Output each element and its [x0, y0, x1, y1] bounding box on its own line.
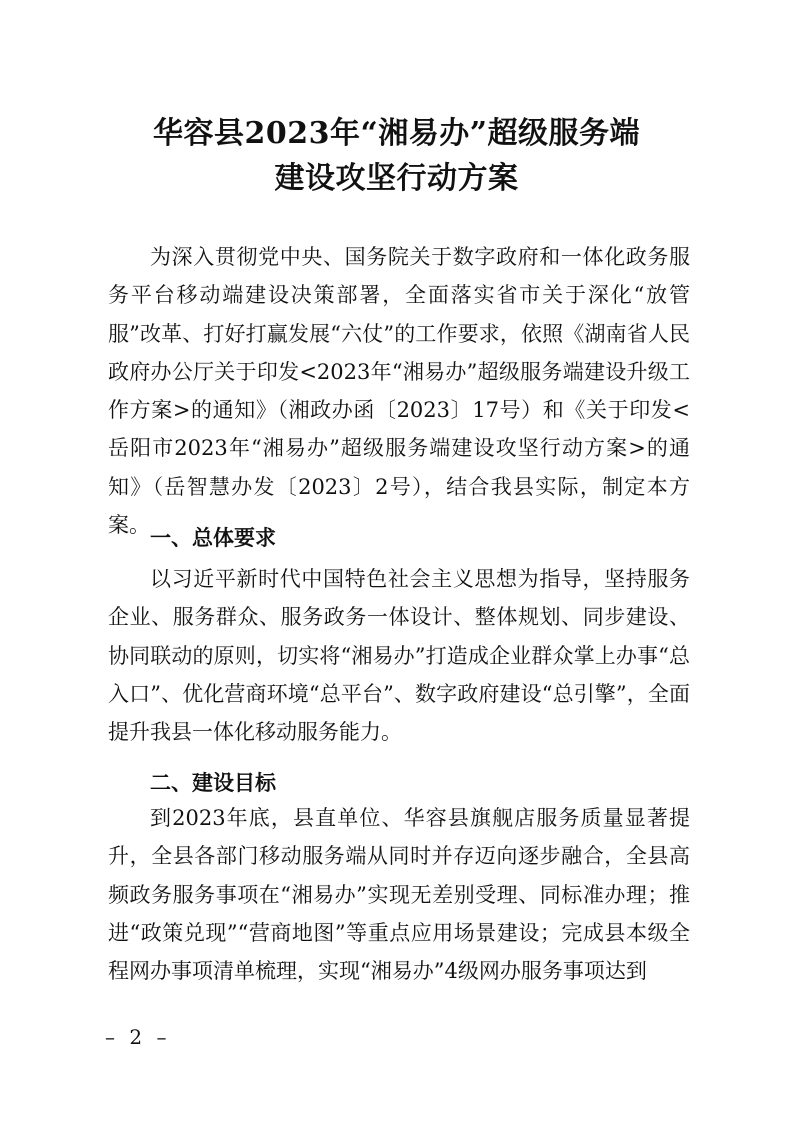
- section1-paragraph: 以习近平新时代中国特色社会主义思想为指导，坚持服务企业、服务群众、服务政务一体设计、整体规划、同步建设、协同联动的原则，切实将“湘易办”打造成企业群众掌上办事“总入口”、优化营商环境“总平台”、数字政府建设“总引擎”，全面提升我县一体化移动服务能力。: [108, 567, 690, 745]
- section-heading-construction-goals: 二、建设目标: [150, 771, 276, 795]
- section-heading-general-requirements: 一、总体要求: [150, 526, 276, 550]
- section2-paragraph-block: [108, 799, 690, 990]
- section2-paragraph: 到2023年底，县直单位、华容县旗舰店服务质量显著提升，全县各部门移动服务端从同时并存迈向逐步融合，全县高频政务服务事项在“湘易办”实现无差别受理、同标准办理；推进“政策兑现”“营商地图”等重点应用场景建设；完成县本级全程网办事项清单梳理，实现“湘易办”4级网办服务事项达到: [108, 806, 690, 984]
- page-number: – 2 –: [105, 1025, 171, 1049]
- document-title-line-1: 华容县2023年“湘易办”超级服务端: [152, 116, 640, 151]
- document-title-line-2: 建设攻坚行动方案: [274, 161, 519, 196]
- section1-paragraph-block: [108, 560, 690, 751]
- intro-paragraph-block: [108, 238, 690, 544]
- intro-paragraph: 为深入贯彻党中央、国务院关于数字政府和一体化政务服务平台移动端建设决策部署，全面落实省市关于深化“放管服”改革、打好打赢发展“六仗”的工作要求，依照《湖南省人民政府办公厅关于印发<2023年“湘易办”超级服务端建设升级工作方案>的通知》（湘政办函〔2023〕17号）和《关于印发<岳阳市2023年“湘易办”超级服务端建设攻坚行动方案>的通知》（岳智慧办发〔2023〕2号），结合我县实际，制定本方案。: [108, 245, 690, 538]
